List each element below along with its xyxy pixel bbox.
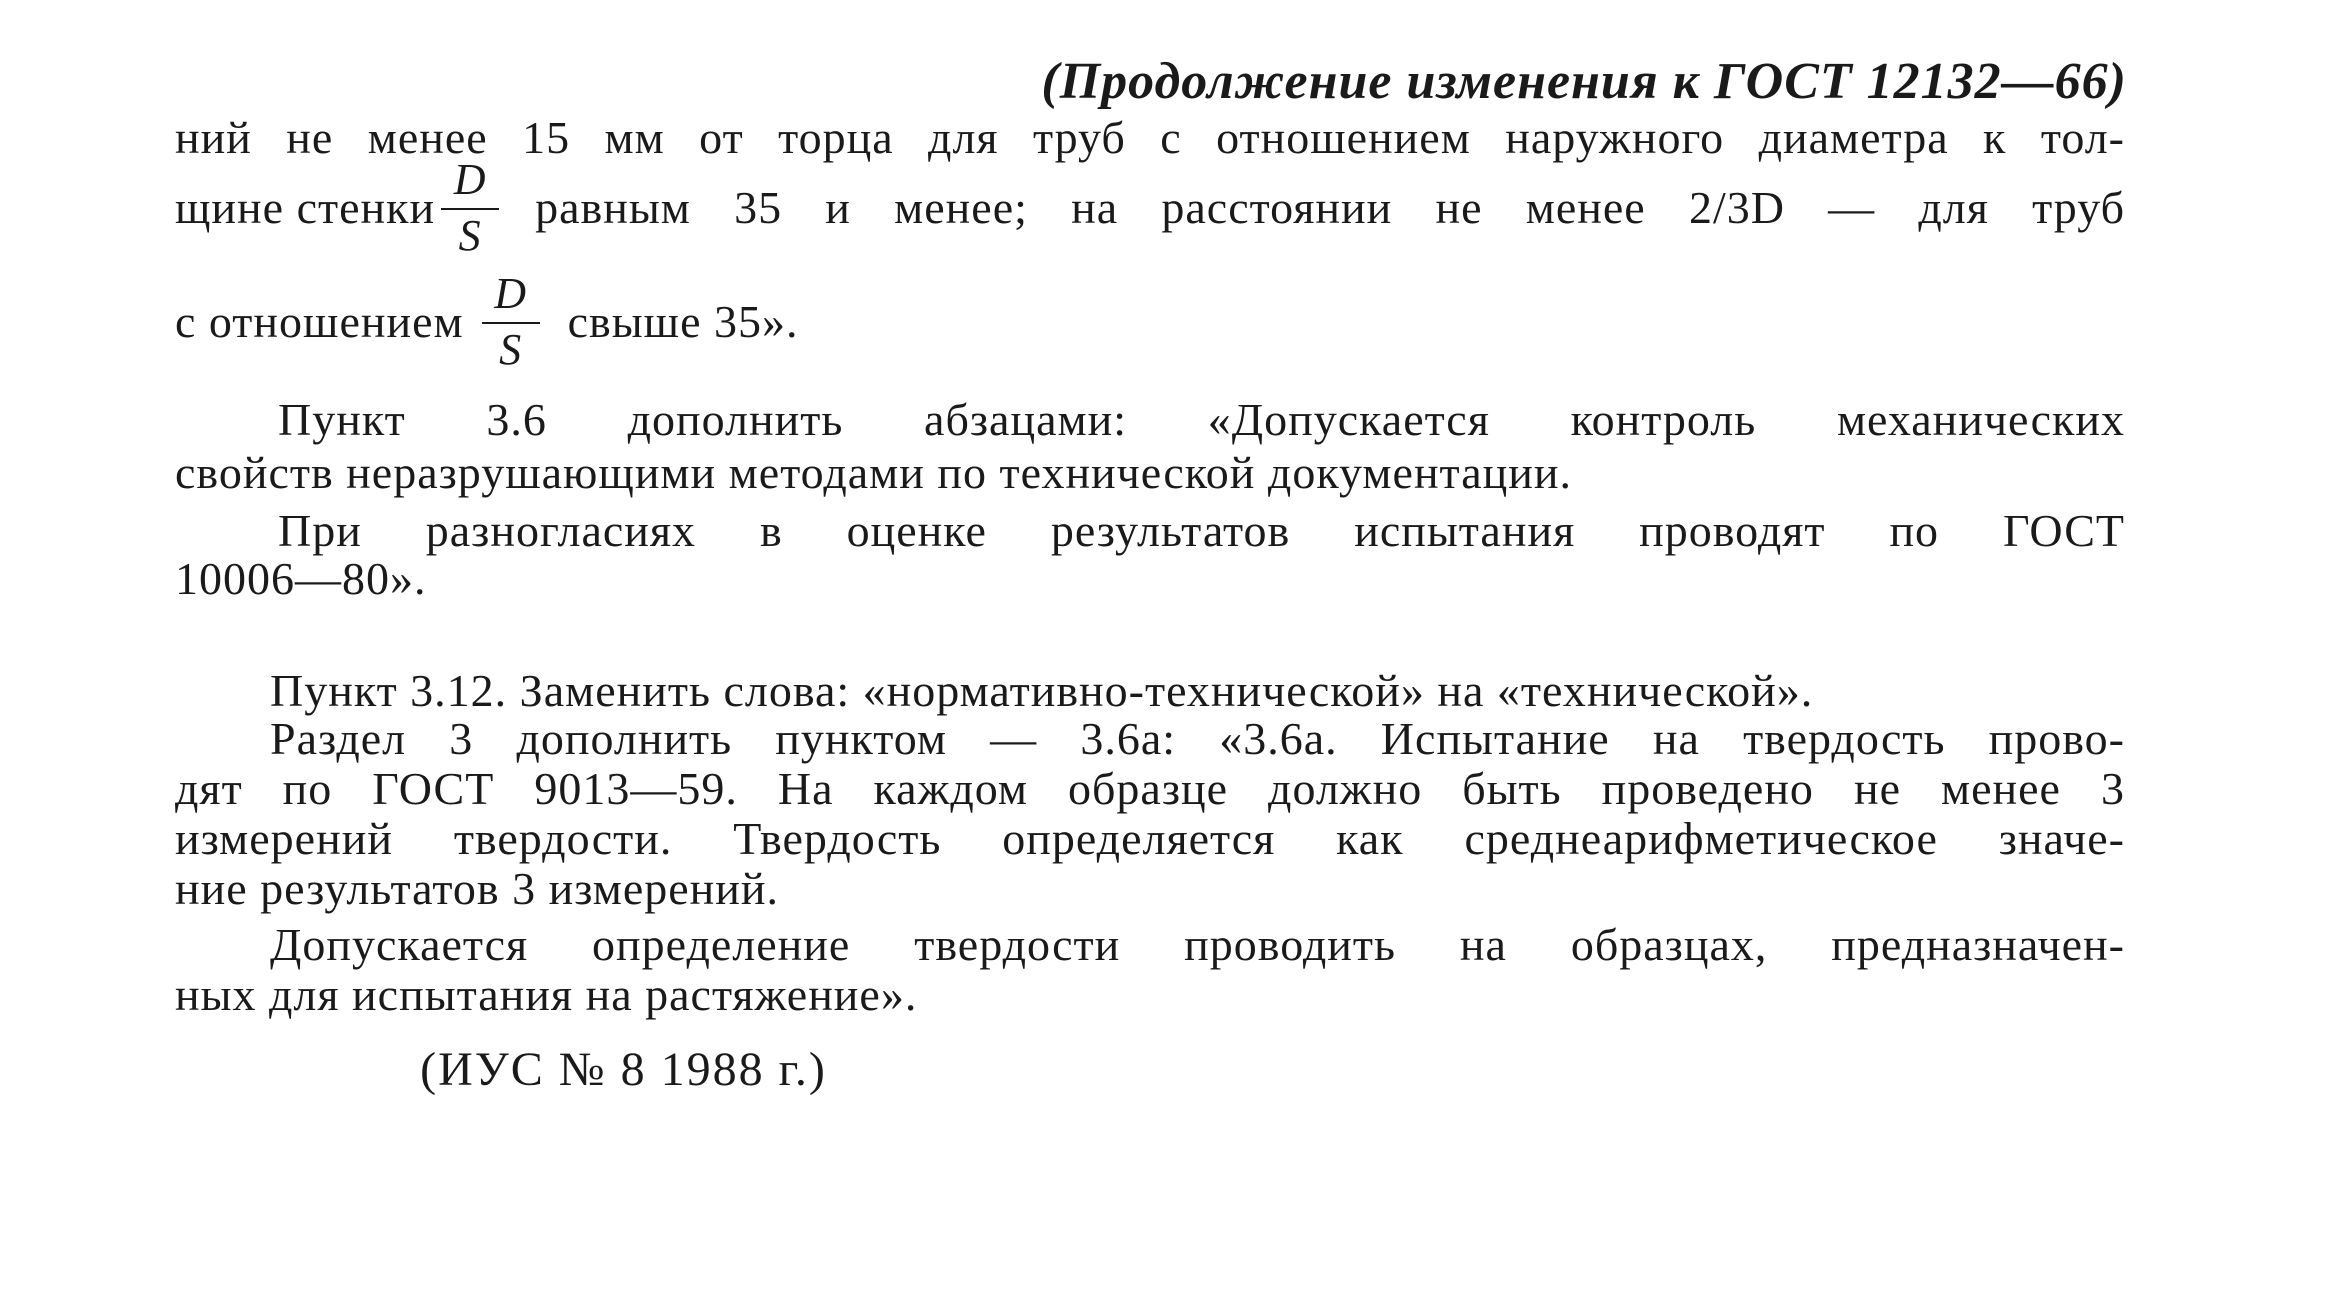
fraction-denominator: S [458,211,482,260]
para5-line3: измерений твердости. Твердость определяется как среднеарифметическое значе- [175,813,2125,864]
para1-line2-end: равным 35 и менее; на расстоянии не менее 2/3D — для труб [535,182,2125,233]
para1-line1: ний не менее 15 мм от торца для труб с отношением наружного диаметра к тол- [175,112,2125,163]
para5-line4: ние результатов 3 измерений. [175,863,780,914]
para4-line1: Пункт 3.12. Заменить слова: «нормативно-технической» на «технической». [270,665,1814,716]
para1-line3-start: с отношением [175,296,464,347]
running-header: (Продолжение изменения к ГОСТ 12132—66) [1041,53,2127,110]
fraction-numerator: D [482,272,540,324]
para6-line1: Допускается определение твердости проводить на образцах, предназначен- [270,919,2125,970]
para1-line2 [175,155,2125,260]
fraction-d-over-s [476,269,546,374]
para1-line3-end: свыше 35». [567,296,799,347]
fraction-denominator: S [499,325,523,374]
source-citation: (ИУС № 8 1988 г.) [420,1043,827,1096]
para6-line2: ных для испытания на растяжение». [175,969,918,1020]
fraction-d-over-s [435,155,505,260]
para2-line1: Пункт 3.6 дополнить абзацами: «Допускается контроль механических [278,394,2125,445]
fraction-numerator: D [441,158,499,210]
para3-line1: При разногласиях в оценке результатов испытания проводят по ГОСТ [278,505,2125,556]
para1-line3 [175,269,799,374]
para5-line1: Раздел 3 дополнить пунктом — 3.6а: «3.6а. Испытание на твердость прово- [270,713,2125,764]
para3-line2: 10006—80». [175,553,427,604]
para1-line2-start: щине стенки [175,182,436,233]
para5-line2: дят по ГОСТ 9013—59. На каждом образце должно быть проведено не менее 3 [175,763,2125,814]
para2-line2: свойств неразрушающими методами по технической документации. [175,447,1572,498]
